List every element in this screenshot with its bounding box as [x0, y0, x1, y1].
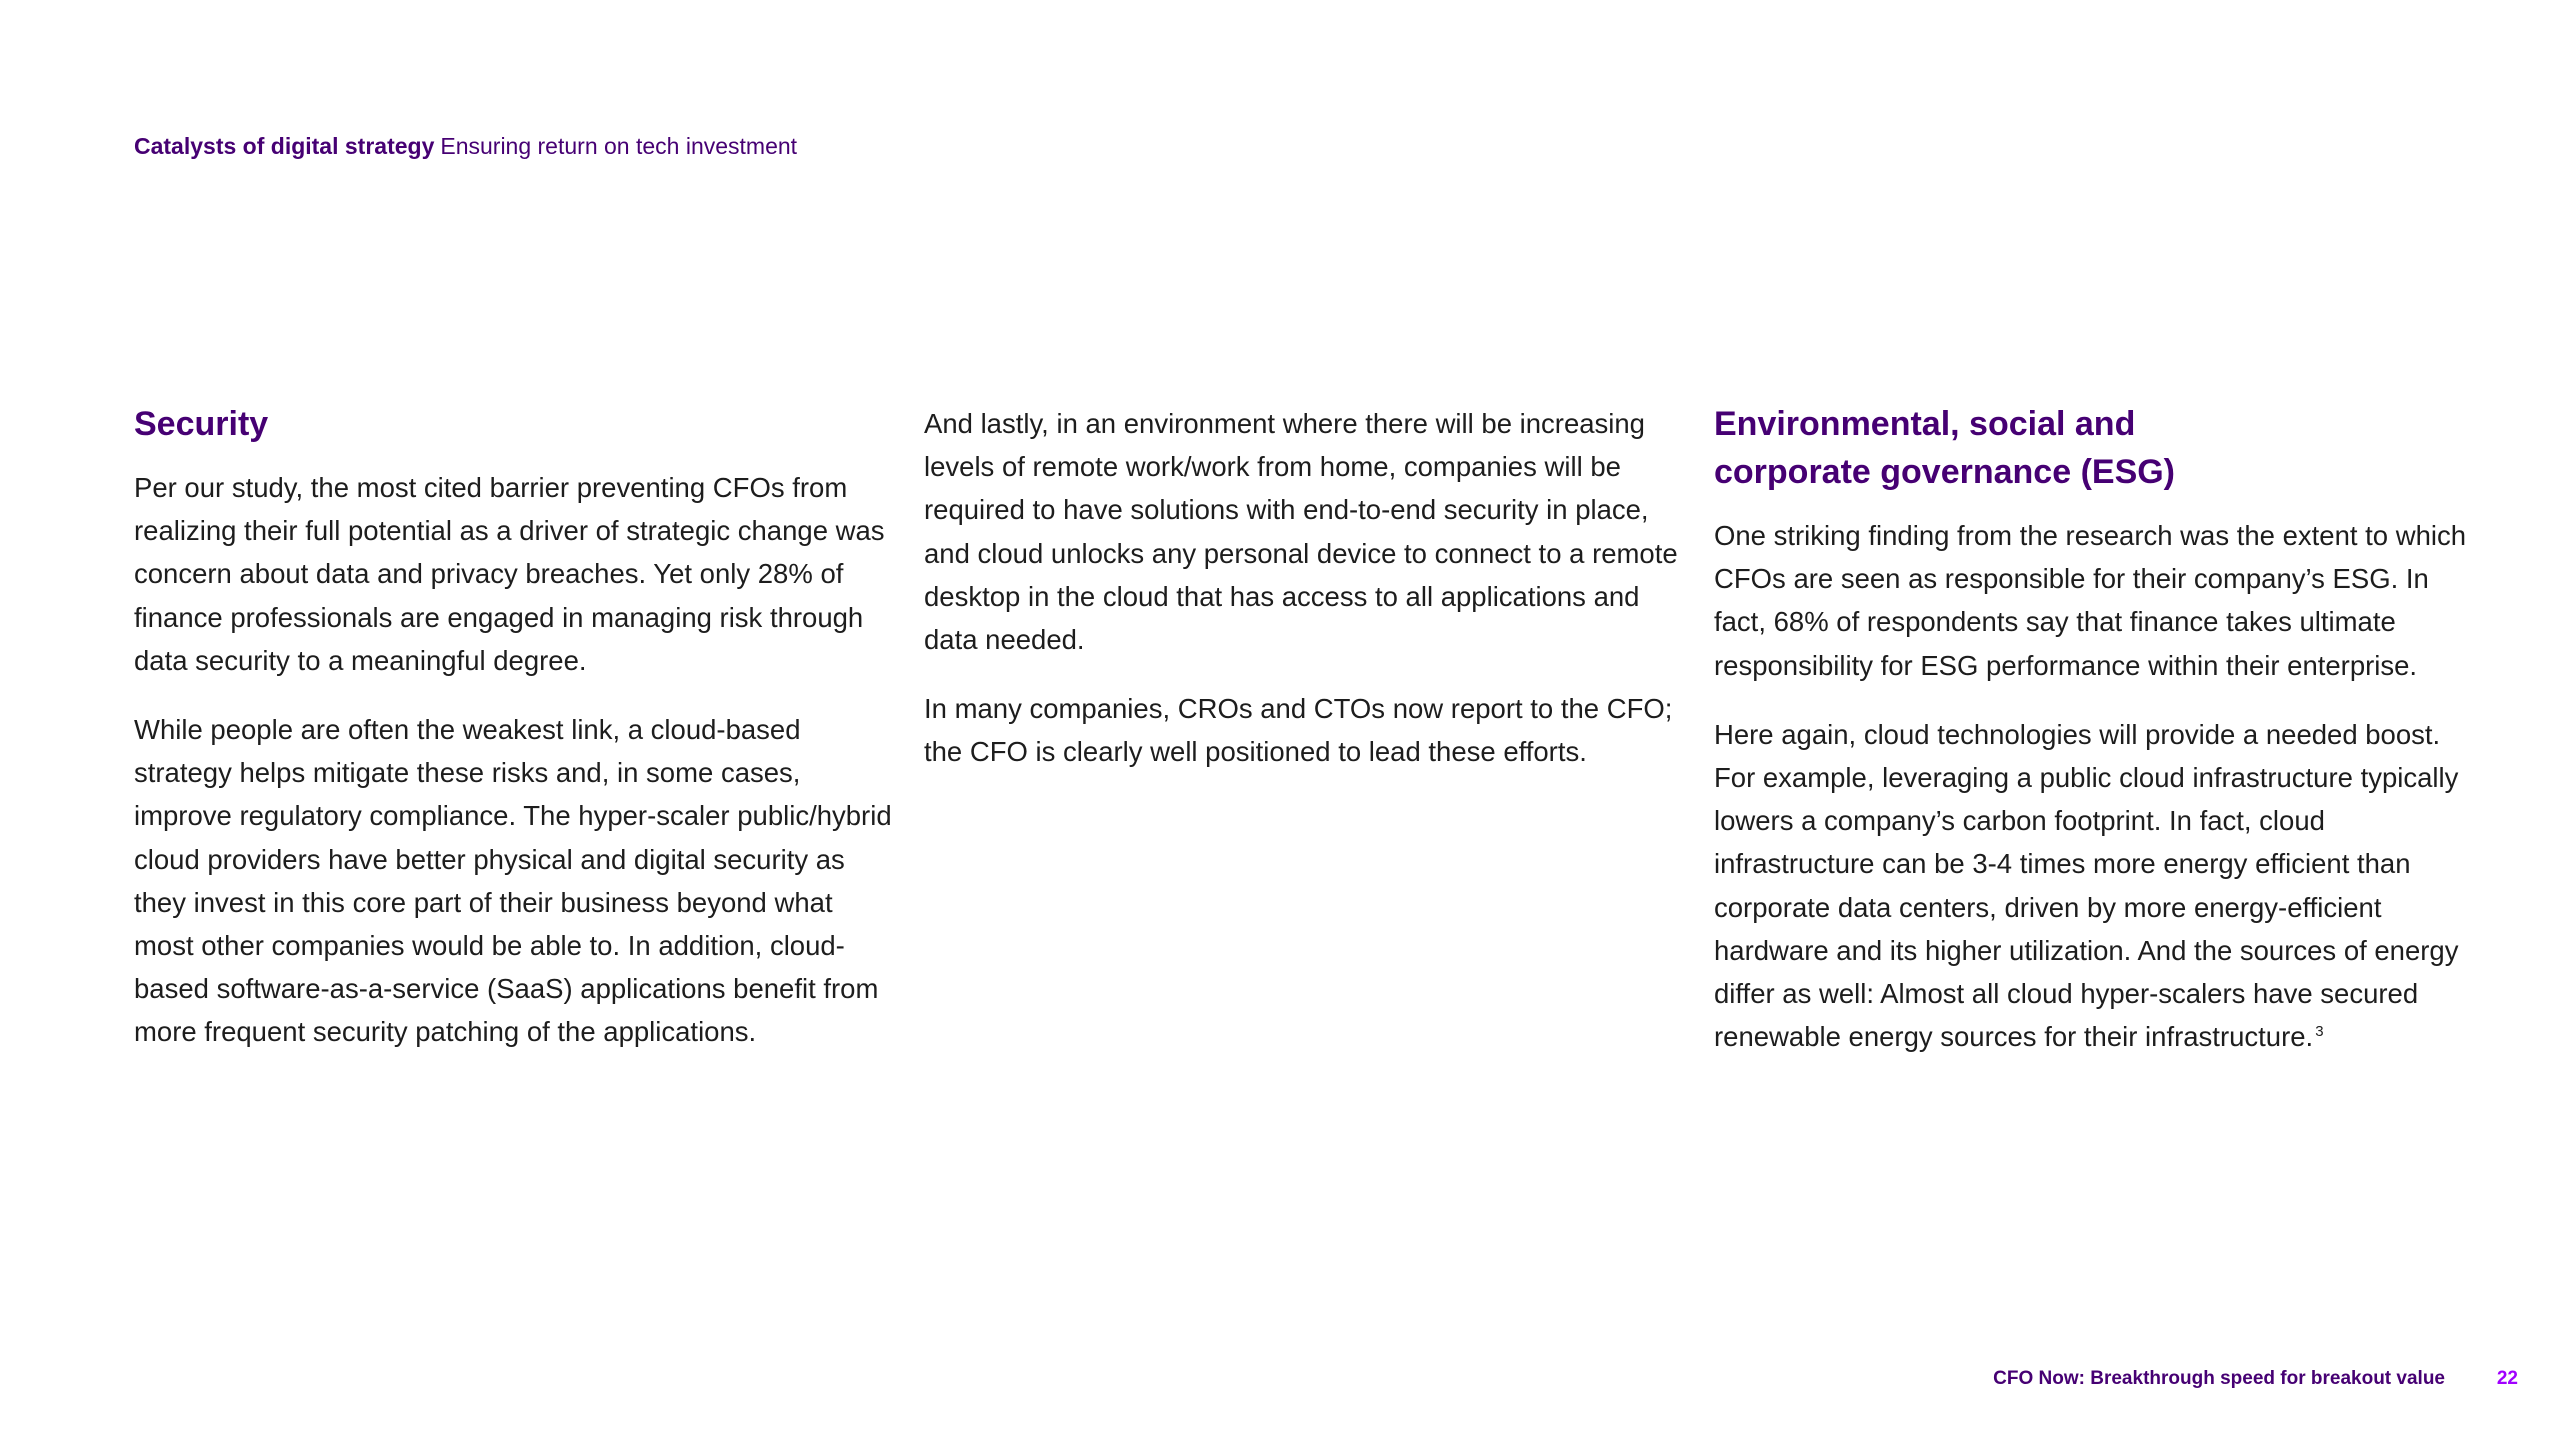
esg-heading-line-2: corporate governance (ESG) [1714, 453, 2176, 491]
esg-heading [1714, 400, 2474, 496]
esg-paragraph-1: One striking finding from the research was the extent to which CFOs are seen as responsible for their company’s ESG. In fact, 68% of respondents say that finance takes ultimate responsibility for ESG performance within their enterprise. [1714, 520, 2467, 681]
footer-document-title: CFO Now: Breakthrough speed for breakout value [1993, 1368, 2445, 1389]
security-heading: Security [134, 405, 269, 443]
security-column [134, 400, 894, 1080]
esg-paragraph-2-text: Here again, cloud technologies will provide a needed boost. For example, leveraging a public cloud infrastructure typically lowers a company’s carbon footprint. In fact, cloud infrastructure can be 3-4 times more energy efficient than corporate data centers, driven by more energy-efficient hardware and its higher utilization. And the sources of energy differ as well: Almost all cloud hyper-scalers have secured renewable energy sources for their infrastructure. [1714, 718, 2459, 1053]
esg-heading-line-1: Environmental, social and [1714, 405, 2136, 443]
remote-work-paragraph: And lastly, in an environment where there will be increasing levels of remote work/work from home, companies will be required to have solutions with end-to-end security in place, and cloud unlocks any personal device to connect to a remote desktop in the cloud that has access to all applications and data needed. [924, 408, 1678, 656]
breadcrumb-subsection: Ensuring return on tech investment [440, 133, 798, 159]
esg-column [1714, 400, 2474, 1084]
breadcrumb-section: Catalysts of digital strategy [134, 133, 435, 159]
footnote-reference[interactable]: 3 [2315, 1023, 2324, 1041]
breadcrumb [134, 130, 797, 162]
middle-column [924, 402, 1684, 800]
security-paragraph-1: Per our study, the most cited barrier preventing CFOs from realizing their full potential as a driver of strategic change was concern about data and privacy breaches. Yet only 28% of finance professionals are engaged in managing risk through data security to a meaningful degree. [134, 472, 885, 676]
esg-paragraph-2 [1714, 713, 2474, 1059]
security-paragraph-2: While people are often the weakest link, a cloud-based strategy helps mitigate these risks and, in some cases, improve regulatory compliance. The hyper-scaler public/hybrid cloud providers have better physical and digital security as they invest in this core part of their business beyond what most other companies would be able to. In addition, cloud-based software-as-a-service (SaaS) applications benefit from more frequent security patching of the applications. [134, 714, 892, 1048]
cro-cto-paragraph: In many companies, CROs and CTOs now report to the CFO; the CFO is clearly well positioned to lead these efforts. [924, 693, 1673, 768]
page-number: 22 [2496, 1368, 2518, 1389]
